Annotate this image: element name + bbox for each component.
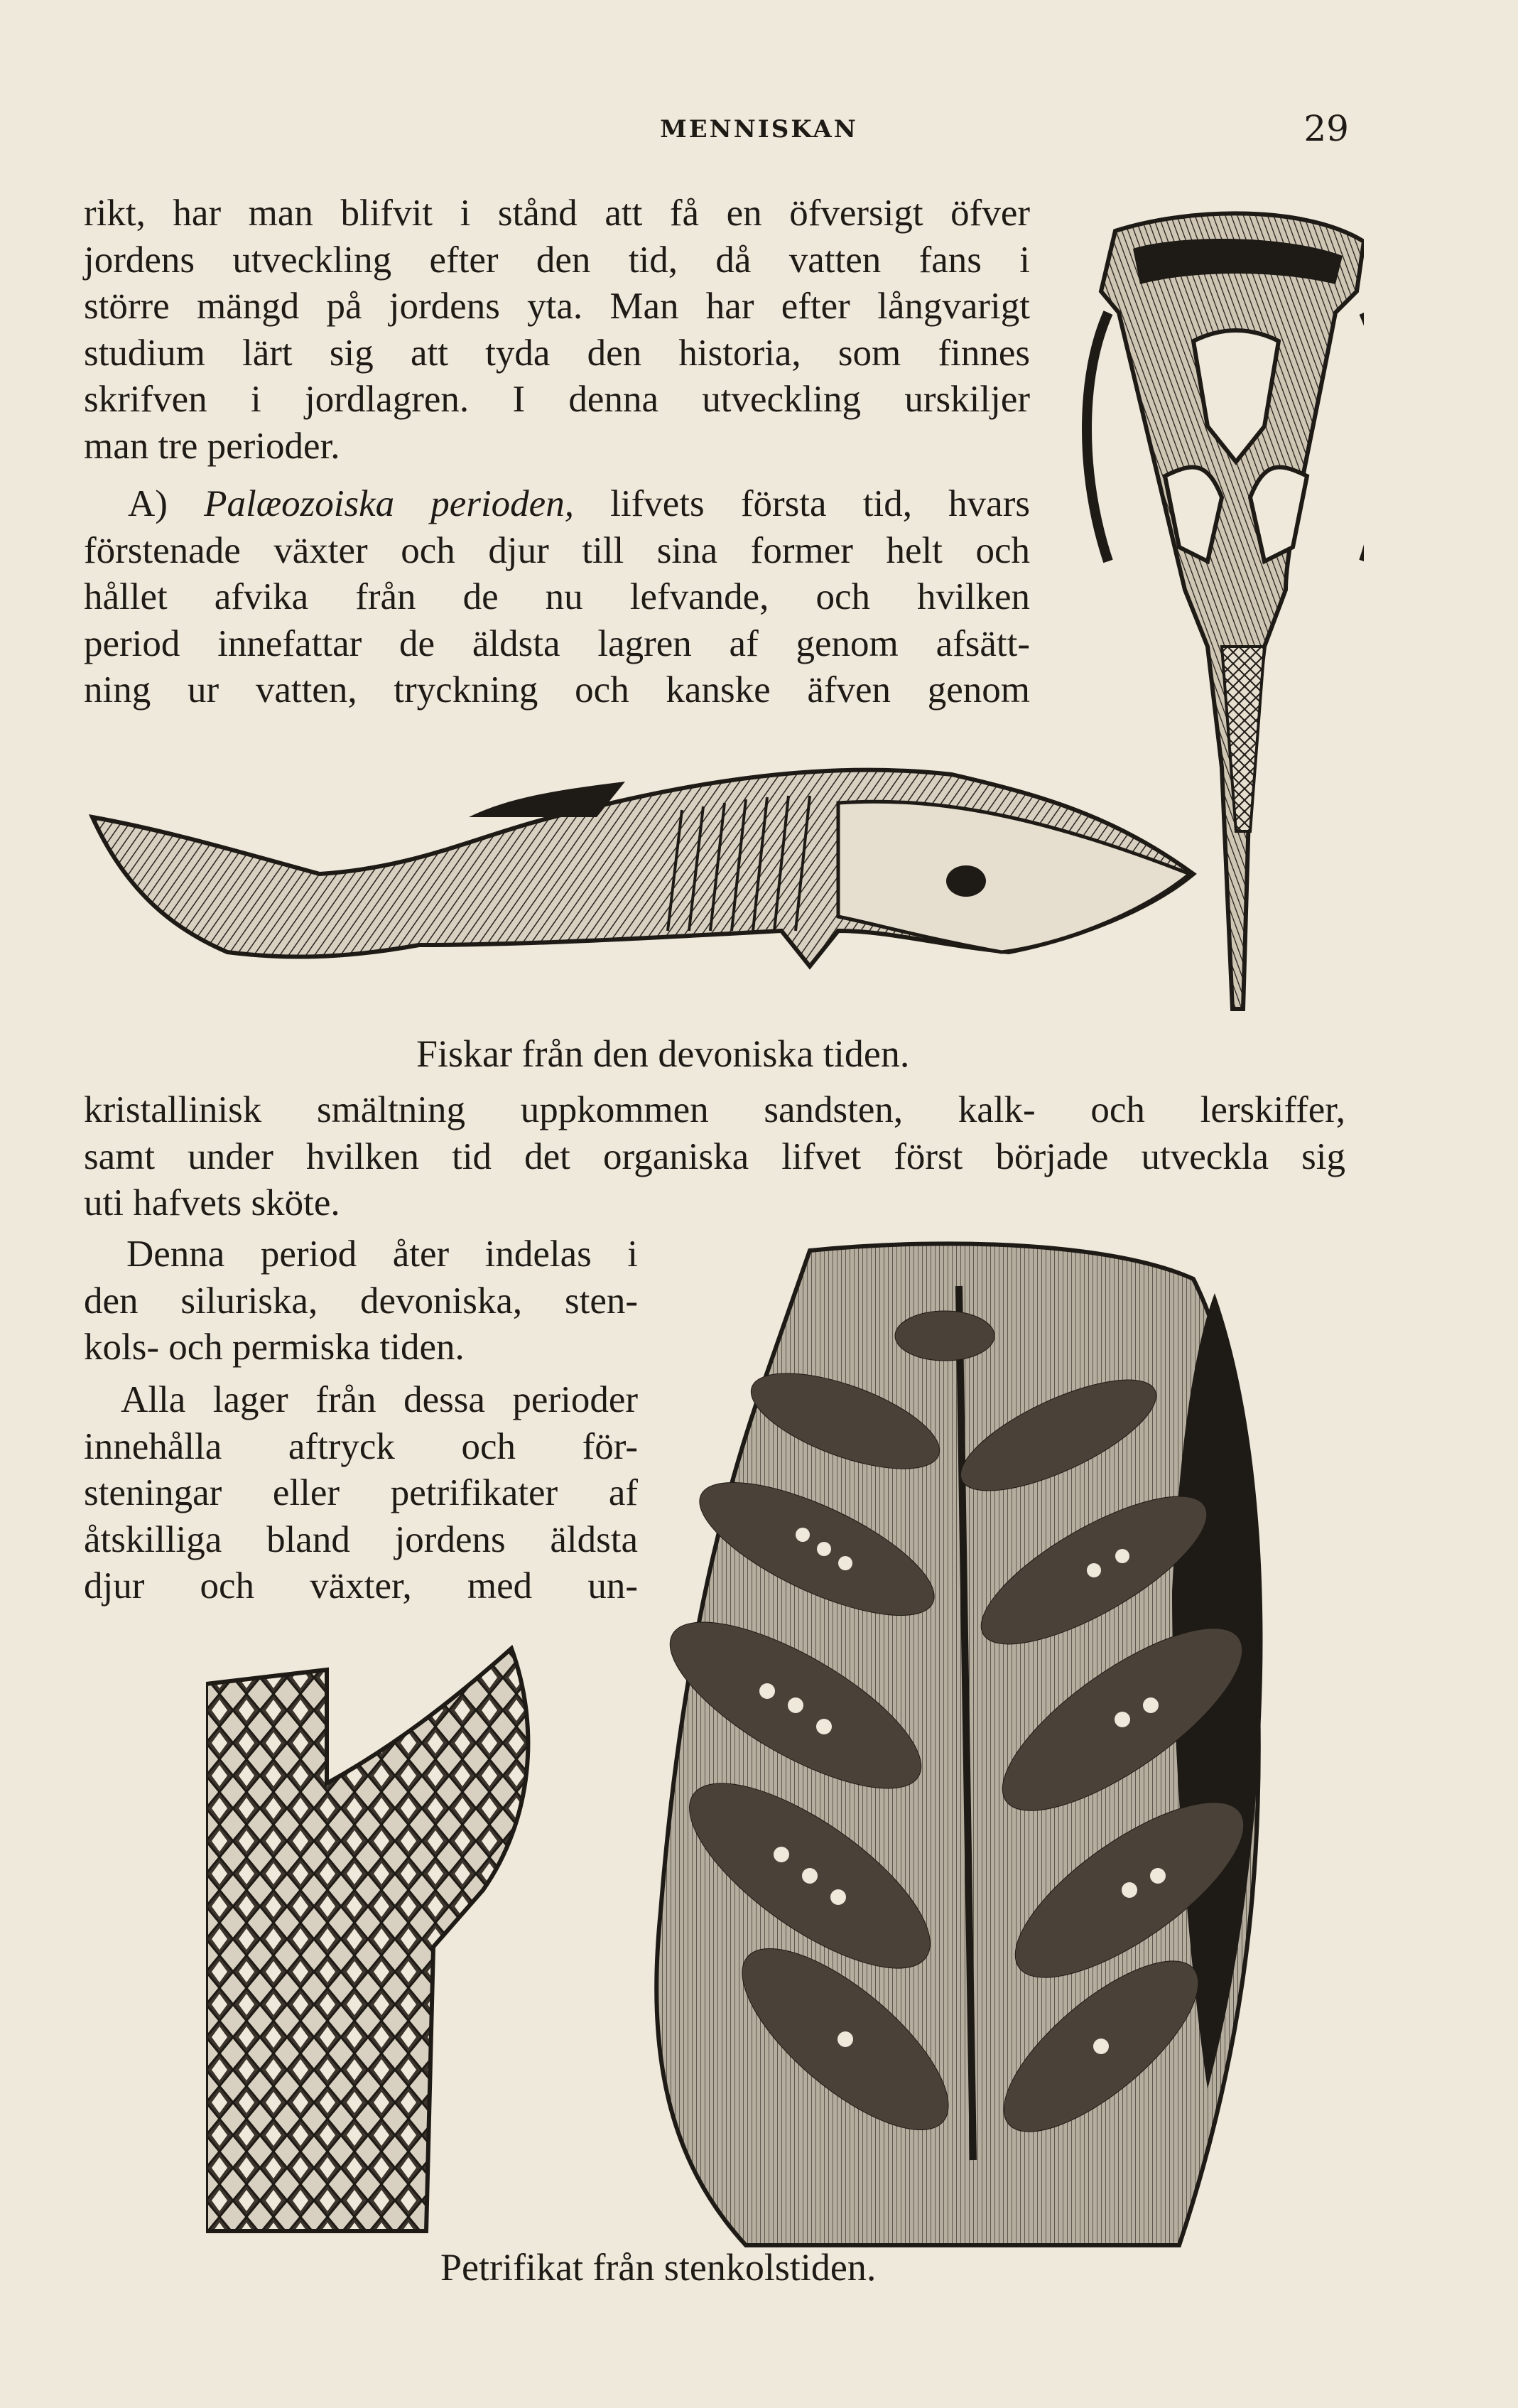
horizontal-fish (92, 770, 1193, 966)
text-line: förstenade växter och djur till sina former helt och (84, 529, 1030, 571)
running-title: MENNISKAN (660, 115, 858, 144)
text-line: innehålla aftryck och för- (84, 1425, 638, 1467)
figure-caption-fossils: Petrifikat från stenkolstiden. (440, 2246, 877, 2289)
text-line: steningar eller petrifikater af (84, 1472, 638, 1513)
bark-fossil (206, 1648, 528, 2231)
fern-slab (648, 1243, 1269, 2245)
text-line: period innefattar de äldsta lagren af genom afsätt- (84, 622, 1030, 664)
figure-caption-fishes: Fiskar från den devoniska tiden. (416, 1032, 910, 1075)
text-line: hållet afvika från de nu lefvande, och hvilken (84, 576, 1030, 617)
text-line: djur och växter, med un- (84, 1565, 638, 1607)
fish-engraving (85, 192, 1364, 1030)
text-line: den siluriska, devoniska, sten- (84, 1280, 638, 1322)
paragraph-crystalline (84, 1087, 1345, 1227)
text-fragment: lifvets första tid, hvars (573, 483, 1030, 524)
page-number: 29 (1303, 108, 1349, 149)
period-name: Palæozoiska perioden, (204, 483, 574, 524)
text-line: åtskilliga bland jordens äldsta (84, 1518, 638, 1560)
text-line: jordens utveckling efter den tid, då vatten fans i (84, 239, 1030, 281)
section-letter: A) (128, 483, 205, 524)
text-line: man tre perioder. (84, 425, 340, 467)
text-line: kols- och permiska tiden. (84, 1327, 465, 1368)
text-line: ning ur vatten, tryckning och kanske äfven genom (84, 669, 1030, 711)
text-line: samt under hvilken tid det organiska lifvet först började utveckla sig (84, 1135, 1345, 1177)
text-line: större mängd på jordens yta. Man har efter långvarigt (84, 286, 1030, 327)
figure-carboniferous-fossils (206, 1236, 1343, 2252)
text-line: Denna period åter indelas i (126, 1233, 638, 1275)
text-line: skrifven i jordlagren. I denna utveckling urskiljer (84, 379, 1030, 420)
text-line: Alla lager från dessa perioder (121, 1379, 638, 1420)
text-line: rikt, har man blifvit i stånd att få en öfversigt öfver (84, 193, 1030, 234)
fossil-engraving (206, 1236, 1343, 2252)
figure-devonian-fishes (85, 192, 1364, 1030)
text-line: uti hafvets sköte. (84, 1182, 340, 1224)
text-line: studium lärt sig att tyda den historia, som finnes (84, 332, 1030, 374)
text-line: kristallinisk smältning uppkommen sandsten, kalk- och lerskiffer, (84, 1089, 1345, 1130)
